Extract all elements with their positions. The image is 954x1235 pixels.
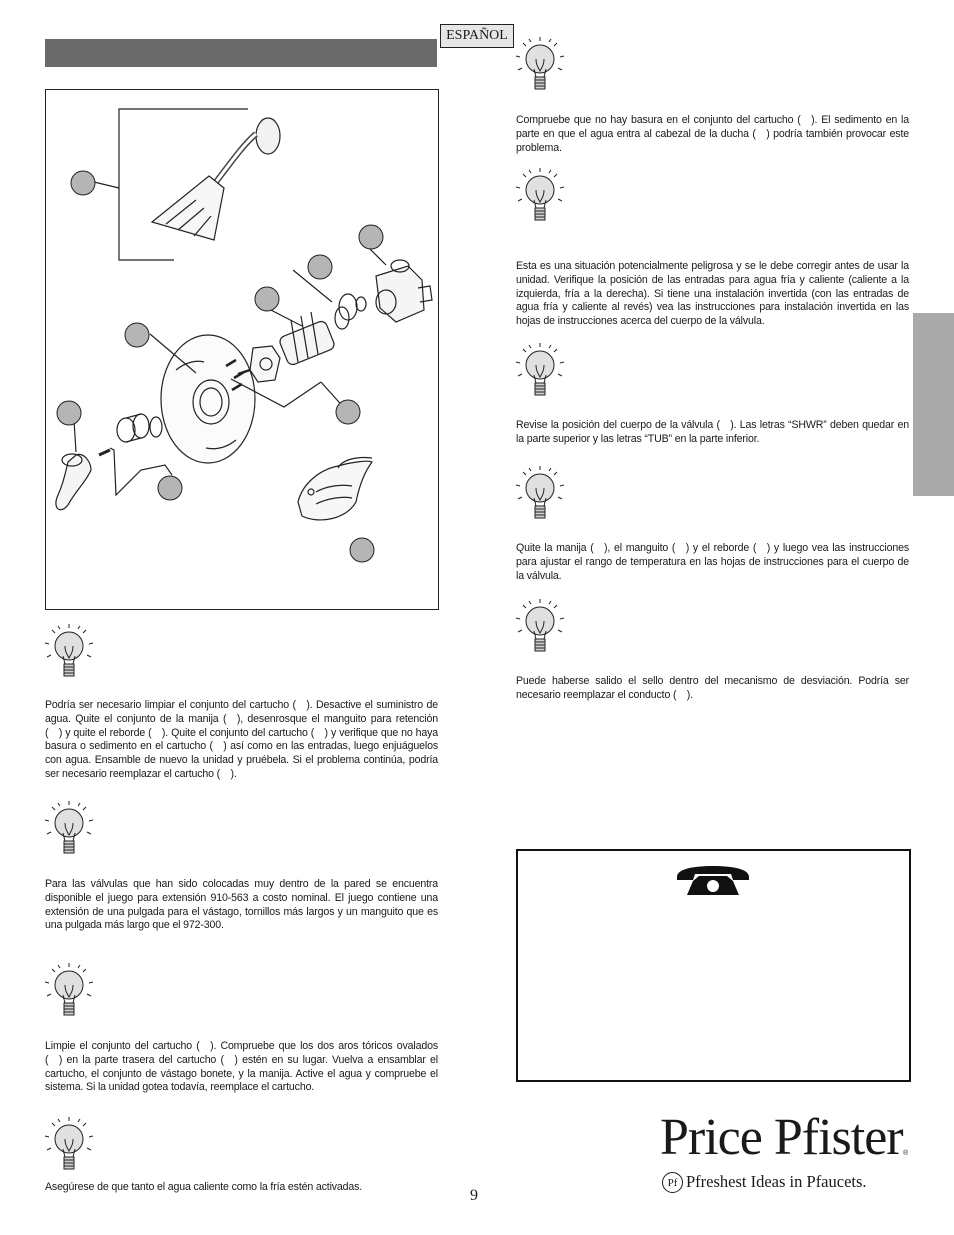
callout-circle (125, 323, 149, 347)
telephone-icon (673, 865, 753, 899)
callout-circle (308, 255, 332, 279)
paragraph: Asegúrese de que tanto el agua caliente como la fría estén activadas. (45, 1181, 363, 1193)
side-tab (913, 313, 954, 496)
section-header-bar (45, 39, 437, 67)
callout-circle (359, 225, 383, 249)
lightbulb-icon (43, 963, 95, 1027)
sleeve (117, 414, 162, 442)
parts-diagram (45, 89, 439, 610)
lightbulb-icon (514, 599, 566, 663)
callout-circle (71, 171, 95, 195)
paragraph: Para las válvulas que han sido colocadas muy dentro de la pared se encuentra disponible el juego para extensión 910-563 a costo nominal. El juego contiene una extensión de una pulgada para el vástago, tornillos más largos y un manguito que es una pulgada más largo que el 972-300. (45, 878, 438, 932)
pf-monogram: Pf (662, 1172, 683, 1193)
callout-circle (255, 287, 279, 311)
paragraph: Compruebe que no hay basura en el conjunto del cartucho ( ). El sedimento en la parte en que el agua entra al cabezal de la ducha ( ) podría también provocar este problema. (516, 114, 909, 154)
shower-head-group (152, 118, 280, 240)
lightbulb-icon (43, 1117, 95, 1181)
bonnet-plate (250, 346, 280, 382)
language-tab: ESPAÑOL (440, 24, 514, 48)
paragraph: Limpie el conjunto del cartucho ( ). Compruebe que los dos aros tóricos ovalados ( ) en la parte trasera del cartucho ( ) estén en su lugar. Vuelva a ensamblar el cartucho, el conjunto de vástago bonete, y la manija. Active el agua y compruebe el sistema. Si la unidad gotea todavía, reemplace el cartucho. (45, 1040, 438, 1094)
o-ring (356, 297, 366, 311)
lightbulb-icon (514, 343, 566, 407)
paragraph: Revise la posición del cuerpo de la válvula ( ). Las letras “SHWR” deben quedar en la parte superior y las letras “TUB” en la parte inferior. (516, 419, 909, 445)
parts-diagram-drawing (46, 90, 438, 609)
callout-circle (350, 538, 374, 562)
paragraph: Esta es una situación potencialmente peligrosa y se le debe corregir antes de usar la unidad. Verifique la posición de las entradas para agua fría y caliente (caliente a la izquierda, fría a la derecha). Si tiene una instalación invertida (con las entradas de agua fría y caliente al revés) vea las instrucciones para instalación invertida en las hojas de instrucciones acerca del cuerpo de la válvula. (516, 260, 909, 328)
lightbulb-icon (43, 801, 95, 865)
paragraph: Quite la manija ( ), el manguito ( ) y el reborde ( ) y luego vea las instrucciones para ajustar el rango de temperatura en las hojas de instrucciones para el cuerpo de la válvula. (516, 542, 909, 582)
lightbulb-icon (514, 168, 566, 232)
valve-body (376, 260, 432, 322)
paragraph: Puede haberse salido el sello dentro del mecanismo de desviación. Podría ser necesario reemplazar el conducto ( ). (516, 675, 909, 701)
brand-logo: Price Pfister (660, 1109, 903, 1166)
callout-circle (57, 401, 81, 425)
callout-circle (336, 400, 360, 424)
callout-circle (158, 476, 182, 500)
lightbulb-icon (514, 37, 566, 101)
registered-mark: ® (903, 1150, 909, 1157)
page-number: 9 (470, 1187, 478, 1204)
handle (56, 454, 91, 510)
tub-spout (298, 457, 372, 519)
contact-box (516, 849, 911, 1082)
cartridge (278, 307, 349, 366)
escutcheon-plate (161, 335, 255, 463)
lightbulb-icon (514, 466, 566, 530)
brand-tagline: Pfreshest Ideas in Pfaucets. (686, 1172, 867, 1191)
lightbulb-icon (43, 624, 95, 688)
showerhead-bracket-line (119, 109, 248, 260)
paragraph: Podría ser necesario limpiar el conjunto del cartucho ( ). Desactive el suministro de agua. Quite el conjunto de la manija ( ), desenrosque el manguito para retención ( ) y quite el reborde ( ). Quite el conjunto del cartucho ( ) y verifique que no haya basura o sedimento en el cartucho ( ) así como en las entradas, luego enjuáguelos con agua. Ensamble de nuevo la unidad y pruébela. Si el problema continúa, podría ser necesario reemplazar el cartucho ( ). (45, 699, 438, 780)
